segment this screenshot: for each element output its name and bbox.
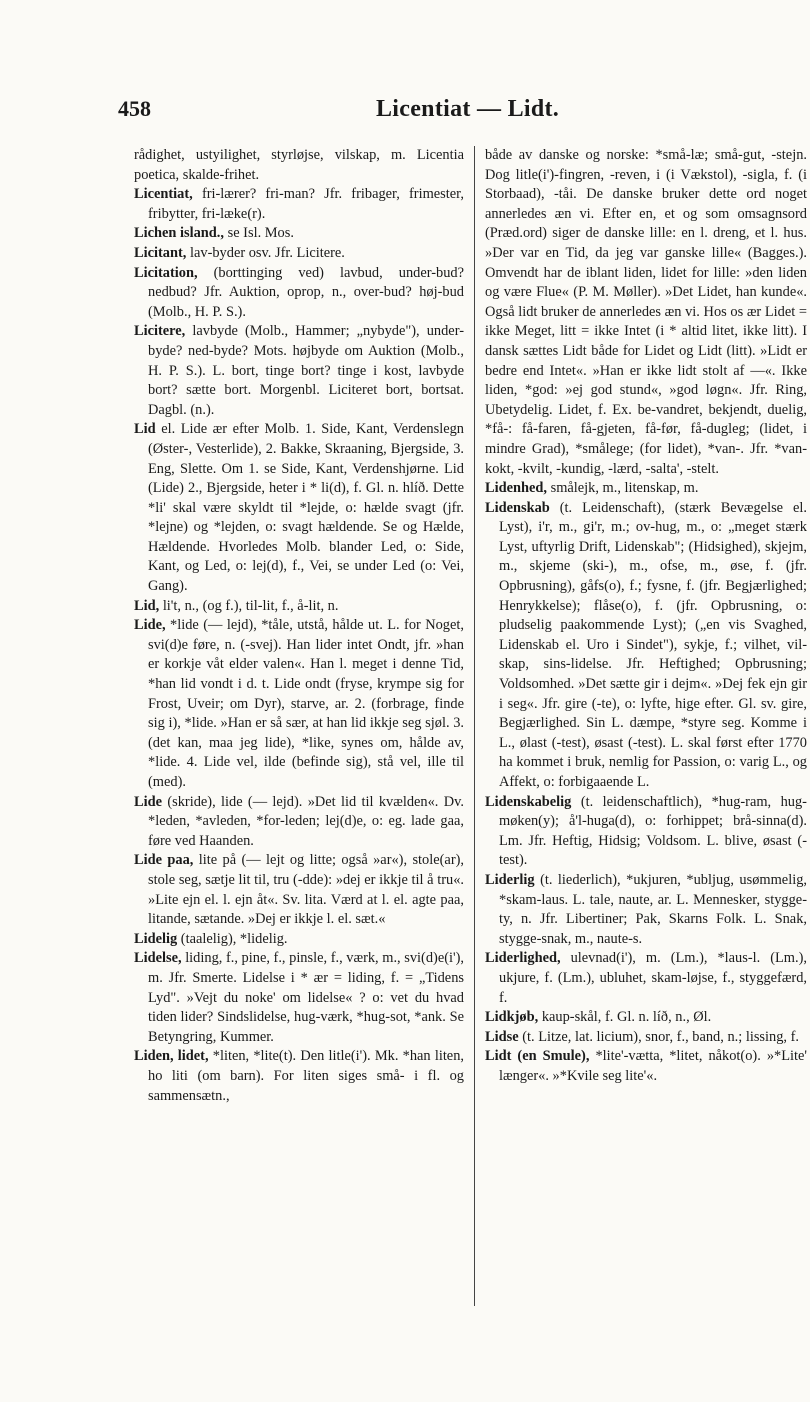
entry-text: se Isl. Mos. bbox=[227, 225, 294, 242]
dictionary-entry bbox=[485, 871, 807, 949]
dictionary-entry bbox=[134, 616, 464, 792]
dictionary-entry bbox=[485, 1028, 807, 1048]
entry-headword: Licitere, bbox=[134, 323, 186, 340]
dictionary-entry bbox=[134, 264, 464, 323]
entry-text: rådighet, ustyilighet, styrløjse, vilskap, m. Licentia poetica, skalde-frihet. bbox=[134, 147, 464, 183]
entry-headword: Liderlighed, bbox=[485, 950, 561, 967]
entry-text: (t. Leidenschaft), (stærk Bevægelse el. Lyst), i'r, m., gi'r, m.; ov-hug, m., o: „meget stærk Lyst, uftyrlig Drift, Lidenskab"; (Hidsighed), skjejm, m., skjeme (ski-), m., ofse, m., øse, f. (jfr. Opbrusning), gåfs(o), f.; fysne, f. (jfr. Begjærlighed; Henrykkelse); flåse(o), f. (jfr. Opbrusning, o: pludselig paakommende Lyst); („en vis Svaghed, Lidenskab el. Uro i Sindet"), sykje, f.; vilhet, vil-skap, sins-lidelse. Jfr. Heftighed; Opbrusning; Voldsomhed. »Det sætte gir i dejm«. »Dej fek ejn gir i seg«. Jfr. gire (-te), o: lyfte, hige efter. Gl. sv. gire, Begjærlighed. Sin L. dæmpe, *styre seg. Komme i L., ølast (-test), øsast (-test). L. skal først efter 1770 ha kommet i bruk, nemlig for Passion, o: varig L., og Affekt, o: forbigaaende L. bbox=[499, 499, 807, 790]
entry-headword: Lidenhed, bbox=[485, 480, 547, 497]
entry-text: (skride), lide (— lejd). »Det lid til kvælden«. Dv. *leden, *avleden, *for-leden; lej(d)e, o: eg. lade gaa, føre ved Haanden. bbox=[148, 793, 464, 849]
entry-headword: Lid, bbox=[134, 597, 160, 614]
entry-text: *lite'-vætta, *litet, nåkot(o). »*Lite' længer«. »*Kvile seg lite'«. bbox=[499, 1048, 807, 1084]
dictionary-entry bbox=[485, 949, 807, 1008]
entry-headword: Lide, bbox=[134, 617, 166, 634]
entry-text: (t. leidenschaftlich), *hug-ram, hug-møken(y); å'l-huga(d), o: forhippet; brå-sinna(d). Lm. Jfr. Heftig, Hidsig; Voldsom. L. blive, øsast (-test). bbox=[499, 793, 807, 869]
entry-headword: Liderlig bbox=[485, 871, 535, 888]
entry-headword: Lidenskabelig bbox=[485, 793, 572, 810]
entry-headword: Lide bbox=[134, 793, 162, 810]
page-header bbox=[118, 96, 778, 130]
entry-text: både av danske og norske: *små-læ; små-gut, -stejn. Dog litle(i')-fingren, -reven, i (i Vækstol), -sigla, f. (i Storbaad), -tåi. De danske bruker dette ord noget annerledes æn vi. Efter en, et og som omsagnsord (Præd.ord) siger de danske lille: en l. dreng, et l. hus. »Der var en Tid, da jeg var ganske lille« (Bagges.). Omvendt har de iblant liden, lidet for lille: »den liden og være Flue« (P. M. Møller). »Det Lidet, han kunde«. Også lidt bruker de annerledes æn vi. Hos os ær Lidet = ikke Meget, litt = ikke Intet (i * altid litet, ikke litt). I dansk sættes Lidt både for Lidet og Lidt (litt). »Lidt er bedre end Intet«. »Han er ikke lidt stolt af —«. Ikke liden, *god: »ej god stund«, »god løgn«. Jfr. Ring, Ubetydelig. Lidet, f. Ex. be-vandret, bekjendt, duelig, *få-: få-faren, få-gjeten, få-før, få-dugleg; (lidet, i mindre Grad), *smålege; (for lidet), *van-. Jfr. *van-kokt, -kvilt, -kundig, -lærd, -salta', -stelt. bbox=[485, 147, 807, 477]
dictionary-entry bbox=[134, 597, 464, 617]
entry-text: el. Lide ær efter Molb. 1. Side, Kant, Verdenslegn (Øster-, Vesterlide), 2. Bakke, Skraaning, Bjergside, 3. Eng, Slette. Om 1. se Side, Kant, Verdenshjørne. Lid (Lide) 2., Bjergside, heter i * li(d), f. Gl. n. hlíð. Dette *li' skal være skyldt til *lejde, o: hælde svagt (jfr. *lejne) og *lejden, o: svagt hældende. Se og Hælde, Hældende. Hvorledes Molb. blander Led, o: Side, Kant, og Led, o: lej(d), f., Vei, se under Led (o: Vei, Gang). bbox=[148, 421, 464, 595]
entry-headword: Lidelse, bbox=[134, 950, 182, 967]
dictionary-entry bbox=[134, 244, 464, 264]
entry-text: *lide (— lejd), *tåle, utstå, hålde ut. L. for Noget, svi(d)e føre, n. (-svej). Han lider intet Ondt, jfr. »han er korkje våt elder valen«. Han l. meget i denne Tid, *han lid vondt i d. t. Lide ondt (fryse, krympe sig for Frost, Uveir; om Dyr), starve, ar. 2. (forbrage, finde sig i), *lide. »Han er så sær, at han lid ikkje seg sjøl. 3. (det kan, maa jeg lide), *like, synes om, hålde av, *lide. 4. Lide vel, ilde (befinde sig), stå vel, ille til (med). bbox=[148, 617, 464, 790]
entry-text: ulevnad(i'), m. (Lm.), *laus-l. (Lm.), ukjure, f. (Lm.), ubluhet, skam-løjse, f., styggefærd, f. bbox=[499, 950, 807, 1006]
entry-headword: Lidse bbox=[485, 1028, 519, 1045]
entry-headword: Licitant, bbox=[134, 244, 187, 261]
entry-text: li't, n., (og f.), til-lit, f., å-lit, n. bbox=[162, 597, 339, 614]
dictionary-entry bbox=[485, 479, 807, 499]
dictionary-entry bbox=[485, 1008, 807, 1028]
entry-text: lite på (— lejt og litte; også »ar«), stole(ar), stole seg, sætje lit til, tru (-dde): »dej er ikkje til å tru«. »Lite ejn el. l. ejn åt«. Sv. lita. Værd at l. el. agte paa, litande, sætande. »Dej er ikkje l. el. sæt.« bbox=[148, 852, 464, 928]
dictionary-entry bbox=[134, 420, 464, 596]
dictionary-entry bbox=[134, 185, 464, 224]
entry-headword: Lidt (en Smule), bbox=[485, 1048, 590, 1065]
dictionary-entry bbox=[134, 930, 464, 950]
dictionary-entry bbox=[485, 146, 807, 479]
entry-text: (taalelig), *lidelig. bbox=[180, 930, 288, 947]
column-divider bbox=[474, 146, 475, 1306]
entry-headword: Lidelig bbox=[134, 930, 178, 947]
entry-text: fri-lærer? fri-man? Jfr. fribager, frimester, fribytter, fri-læke(r). bbox=[148, 186, 464, 222]
entry-text: kaup-skål, f. Gl. n. líð, n., Øl. bbox=[541, 1009, 712, 1026]
dictionary-entry bbox=[134, 322, 464, 420]
dictionary-entry bbox=[134, 1047, 464, 1106]
dictionary-entry bbox=[485, 499, 807, 793]
left-column bbox=[134, 146, 464, 1106]
entry-headword: Licentiat, bbox=[134, 186, 193, 203]
entry-headword: Lide paa, bbox=[134, 852, 194, 869]
dictionary-entry bbox=[134, 949, 464, 1047]
running-head: Licentiat — Lidt. bbox=[376, 96, 560, 122]
entry-text: (borttinging ved) lavbud, under-bud? nedbud? Jfr. Auktion, oprop, n., over-bud? høj-bud (Molb., H. P. S.). bbox=[148, 264, 464, 320]
entry-headword: Licitation, bbox=[134, 264, 198, 281]
entry-text: *liten, *lite(t). Den litle(i'). Mk. *han liten, ho liti (om barn). For liten siges små- i fl. og sammensætn., bbox=[148, 1048, 464, 1104]
entry-text: liding, f., pine, f., pinsle, f., værk, m., svi(d)e(i'), m. Jfr. Smerte. Lidelse i * ær = liding, f. = „Tidens Lyd". »Vejt du noke' om lidelse« ? o: vet du hvad tiden lider? Sindslidelse, hug-værk, *hug-sot, *ank. Se Betyngring, Kummer. bbox=[148, 950, 464, 1045]
entry-headword: Lidenskab bbox=[485, 499, 550, 516]
entry-text: smålejk, m., litenskap, m. bbox=[550, 480, 699, 497]
page-number: 458 bbox=[118, 96, 151, 121]
entry-text: (t. Litze, lat. licium), snor, f., band, n.; lissing, f. bbox=[522, 1028, 799, 1045]
dictionary-entry bbox=[134, 224, 464, 244]
entry-text: lav-byder osv. Jfr. Licitere. bbox=[189, 244, 345, 261]
dictionary-entry bbox=[485, 793, 807, 871]
dictionary-entry bbox=[134, 146, 464, 185]
entry-headword: Lidkjøb, bbox=[485, 1009, 539, 1026]
entry-text: lavbyde (Molb., Hammer; „nybyde"), under-byde? ned-byde? Mots. højbyde om Auktion (Molb., H. P. S.). L. bort, tinge bort? tinge i kost, lavbyde bort? sætte bort. Morgenbl. Liciteret bort, bortsat. Dagbl. (n.). bbox=[148, 323, 464, 418]
entry-headword: Lichen island., bbox=[134, 225, 224, 242]
dictionary-entry bbox=[134, 851, 464, 929]
right-column bbox=[485, 146, 807, 1087]
dictionary-entry bbox=[134, 793, 464, 852]
dictionary-entry bbox=[485, 1047, 807, 1086]
entry-headword: Lid bbox=[134, 421, 156, 438]
entry-headword: Liden, lidet, bbox=[134, 1048, 209, 1065]
entry-text: (t. liederlich), *ukjuren, *ubljug, usømmelig, *skam-laus. L. tale, naute, ar. L. Mennesker, stygge-ty, n. Jfr. Libertiner; Pak, Skarns Folk. L. Snak, stygge-snak, m., naute-s. bbox=[499, 871, 807, 947]
